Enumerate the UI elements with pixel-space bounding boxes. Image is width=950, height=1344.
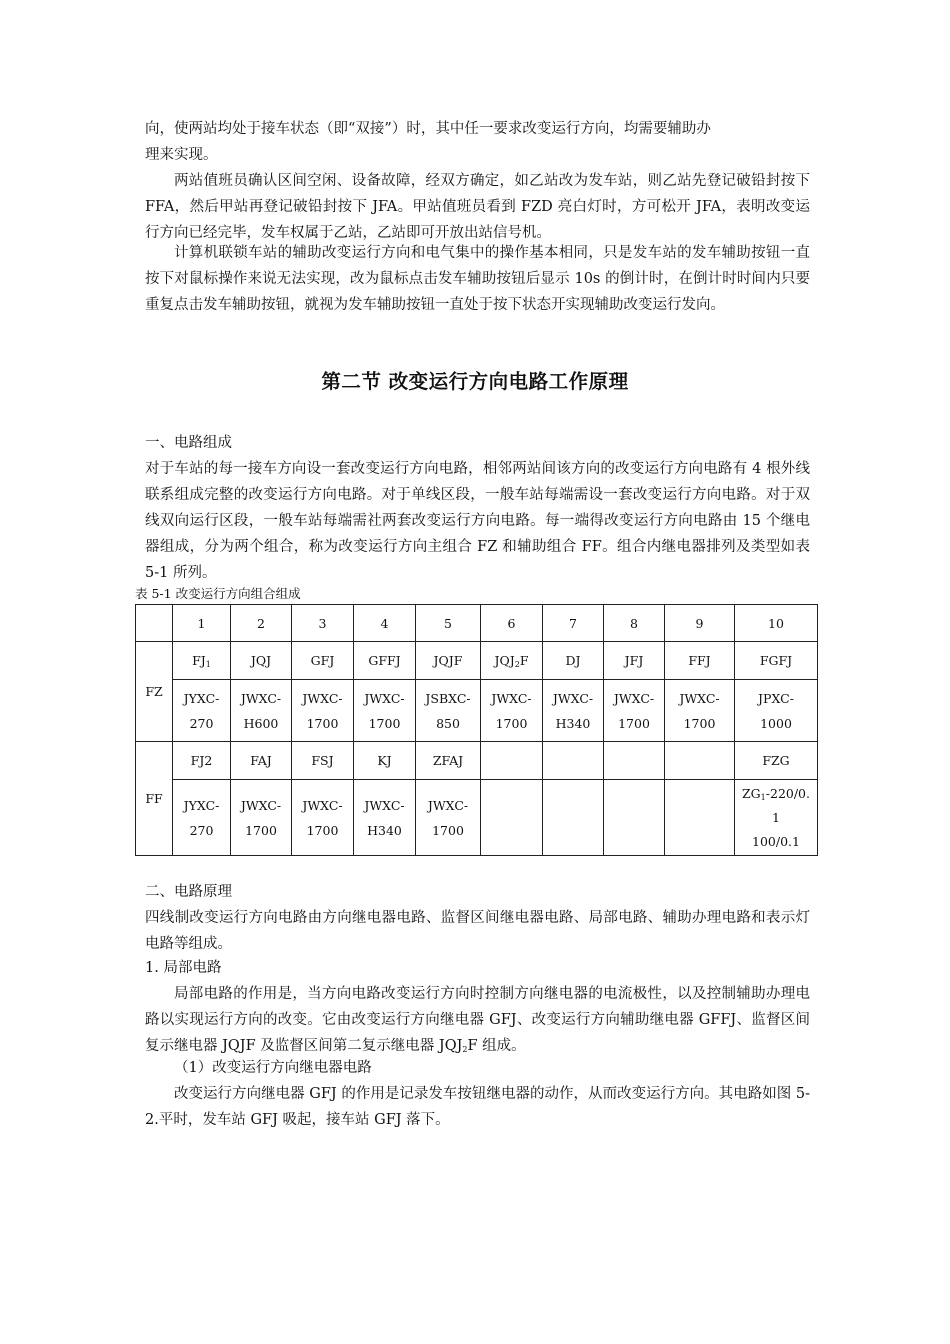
ff-name-6 (481, 742, 543, 780)
ff-group-label: FF (136, 742, 173, 856)
ff-type-2-l1: JWXC- (240, 797, 282, 813)
fz-type-3-l1: JWXC- (302, 690, 343, 706)
fz-type-4-l2: 1700 (368, 715, 401, 731)
intro-paragraph-3: 计算机联锁车站的辅助改变运行方向和电气集中的操作基本相同，只是发车站的发车辅助按钮一直按下对鼠标操作来说无法实现，改为鼠标点击发车辅助按钮后显示 10s 的倒计时，在倒计时时间内只要重复点击发车辅助按钮，就视为发车辅助按钮一直处于按下状态开实现辅助改变运行发向。 (145, 245, 810, 313)
column-header-10: 10 (735, 605, 818, 642)
fz-name-5: JQJF (416, 642, 481, 680)
local-circuit-sub: 2 (462, 1045, 468, 1054)
ff-name-4: KJ (354, 742, 416, 780)
local-circuit-paragraph (145, 981, 810, 1059)
fz-name-1 (173, 642, 231, 680)
fz-group-label: FZ (136, 642, 173, 742)
fz-type-7-l2: H340 (555, 715, 591, 731)
ff-name-3: FSJ (292, 742, 354, 780)
ff-names-row (136, 742, 818, 780)
fz-type-5-l1: JSBXC- (425, 690, 471, 706)
table-corner-cell (136, 605, 173, 642)
ff-type-4-l1: JWXC- (364, 797, 405, 813)
fz-name-6-sub: 2 (514, 660, 520, 669)
part1-body: 对于车站的每一接车方向设一套改变运行方向电路，相邻两站间该方向的改变运行方向电路有 4 根外线联系组成完整的改变运行方向电路。对于单线区段，一般车站每端需设一套改变运行方向电路。对于双线双向运行区段，一般车站每端需社两套改变运行方向电路。每一端得改变运行方向电路由 15 个继电器组成，分为两个组合，称为改变运行方向主组合 FZ 和辅助组合 FF。组合内继电器排列及类型如表 5-1 所列。 (145, 461, 810, 581)
ff-type-3-l1: JWXC- (302, 797, 343, 813)
column-header-1: 1 (173, 605, 231, 642)
ff-type-1-l1: JYXC- (183, 797, 220, 813)
ff-type-1 (173, 780, 231, 856)
fz-type-9-l1: JWXC- (679, 690, 720, 706)
ff-type-9 (665, 780, 735, 856)
column-header-4: 4 (354, 605, 416, 642)
ff-name-8 (604, 742, 665, 780)
intro-paragraph-1-line-1: 向，使两站均处于接车状态（即“双接”）时，其中任一要求改变运行方向，均需要辅助办 (145, 121, 711, 137)
ff-type-10 (735, 780, 818, 856)
ff-name-9 (665, 742, 735, 780)
fz-type-8-l2: 1700 (618, 715, 650, 731)
ff-type-4-l2: H340 (367, 822, 402, 838)
ff-type-2 (231, 780, 292, 856)
ff-type-10-l3: 100/0.1 (752, 834, 800, 849)
fz-names-row (136, 642, 818, 680)
ff-type-3-l2: 1700 (306, 822, 339, 838)
fz-name-1-sub: 1 (205, 660, 211, 669)
ff-type-5-l2: 1700 (432, 822, 464, 838)
fz-type-1 (173, 680, 231, 742)
intro-paragraph-1-line-2: 理来实现。 (145, 147, 218, 163)
ff-name-7 (543, 742, 604, 780)
ff-type-10-pre: ZG (742, 786, 761, 801)
fz-type-5 (416, 680, 481, 742)
local-circuit-text-b: F 组成。 (467, 1038, 526, 1054)
section-title: 第二节 改变运行方向电路工作原理 (321, 370, 629, 393)
table-header-row (136, 605, 818, 642)
ff-type-4 (354, 780, 416, 856)
ff-type-7 (543, 780, 604, 856)
fz-type-5-l2: 850 (436, 715, 460, 731)
fz-name-7: DJ (543, 642, 604, 680)
ff-type-8 (604, 780, 665, 856)
ff-type-10-l2: 1 (772, 810, 780, 825)
column-header-3: 3 (292, 605, 354, 642)
fz-type-2 (231, 680, 292, 742)
fz-name-6-suffix: F (519, 653, 529, 668)
ff-type-5 (416, 780, 481, 856)
column-header-2: 2 (231, 605, 292, 642)
ff-name-10: FZG (735, 742, 818, 780)
local-circuit-text-a: 局部电路的作用是，当方向电路改变运行方向时控制方向继电器的电流极性，以及控制辅助办理电路以实现运行方向的改变。它由改变运行方向继电器 GFJ、改变运行方向辅助继电器 GFFJ、监督区间复示继电器 JQJF 及监督区间第二复示继电器 JQJ (145, 986, 810, 1054)
fz-name-6-main: JQJ (494, 653, 515, 668)
fz-type-1-l1: JYXC- (183, 690, 220, 706)
ff-types-row (136, 780, 818, 856)
column-header-6: 6 (481, 605, 543, 642)
fz-type-6 (481, 680, 543, 742)
fz-type-3-l2: 1700 (306, 715, 339, 731)
fz-type-7-l1: JWXC- (552, 690, 594, 706)
ff-name-5: ZFAJ (416, 742, 481, 780)
part2-body: 四线制改变运行方向电路由方向继电器电路、监督区间继电器电路、局部电路、辅助办理电路和表示灯电路等组成。 (145, 910, 810, 952)
fz-name-1-main: FJ (192, 653, 206, 668)
relay-combination-table (135, 604, 818, 856)
column-header-8: 8 (604, 605, 665, 642)
ff-type-5-l1: JWXC- (427, 797, 469, 813)
ff-name-2: FAJ (231, 742, 292, 780)
fz-name-8: JFJ (604, 642, 665, 680)
fz-types-row (136, 680, 818, 742)
fz-name-4: GFFJ (354, 642, 416, 680)
fz-name-6 (481, 642, 543, 680)
fz-type-2-l1: JWXC- (240, 690, 282, 706)
ff-name-1: FJ2 (173, 742, 231, 780)
ff-type-3 (292, 780, 354, 856)
table-caption: 表 5-1 改变运行方向组合组成 (135, 586, 301, 601)
fz-type-10-l2: 1000 (760, 715, 792, 731)
fz-type-10 (735, 680, 818, 742)
column-header-9: 9 (665, 605, 735, 642)
column-header-7: 7 (543, 605, 604, 642)
fz-type-6-l1: JWXC- (491, 690, 532, 706)
local-circuit-heading: 1. 局部电路 (145, 960, 222, 976)
gfj-circuit-heading: （1）改变运行方向继电器电路 (174, 1060, 372, 1076)
part1-heading: 一、电路组成 (145, 435, 232, 451)
fz-type-4 (354, 680, 416, 742)
ff-type-10-sub: 1 (760, 793, 766, 802)
fz-type-7 (543, 680, 604, 742)
fz-type-1-l2: 270 (189, 715, 214, 731)
fz-type-4-l1: JWXC- (364, 690, 405, 706)
fz-type-9-l2: 1700 (683, 715, 716, 731)
fz-type-8-l1: JWXC- (613, 690, 655, 706)
ff-type-2-l2: 1700 (245, 822, 277, 838)
ff-type-1-l2: 270 (189, 822, 214, 838)
ff-type-10-l1 (735, 782, 817, 806)
fz-type-2-l2: H600 (243, 715, 279, 731)
intro-paragraph-2: 两站值班员确认区间空闲、设备故障，经双方确定，如乙站改为发车站，则乙站先登记破铅封按下 FFA，然后甲站再登记破铅封按下 JFA。甲站值班员看到 FZD 亮白灯时，方可松开 JFA，表明改变运行方向已经完毕，发车权属于乙站，乙站即可开放出站信号机。 (145, 173, 810, 241)
gfj-circuit-paragraph: 改变运行方向继电器 GFJ 的作用是记录发车按钮继电器的动作，从而改变运行方向。其电路如图 5-2.平时，发车站 GFJ 吸起，接车站 GFJ 落下。 (145, 1086, 810, 1128)
fz-type-8 (604, 680, 665, 742)
part2-heading: 二、电路原理 (145, 884, 232, 900)
fz-name-3: GFJ (292, 642, 354, 680)
fz-type-10-l1: JPXC- (758, 690, 794, 706)
fz-name-9: FFJ (665, 642, 735, 680)
fz-type-9 (665, 680, 735, 742)
fz-name-10: FGFJ (735, 642, 818, 680)
ff-type-6 (481, 780, 543, 856)
ff-type-10-post: -220/0. (765, 786, 810, 801)
fz-type-3 (292, 680, 354, 742)
fz-name-2: JQJ (231, 642, 292, 680)
column-header-5: 5 (416, 605, 481, 642)
fz-type-6-l2: 1700 (495, 715, 528, 731)
